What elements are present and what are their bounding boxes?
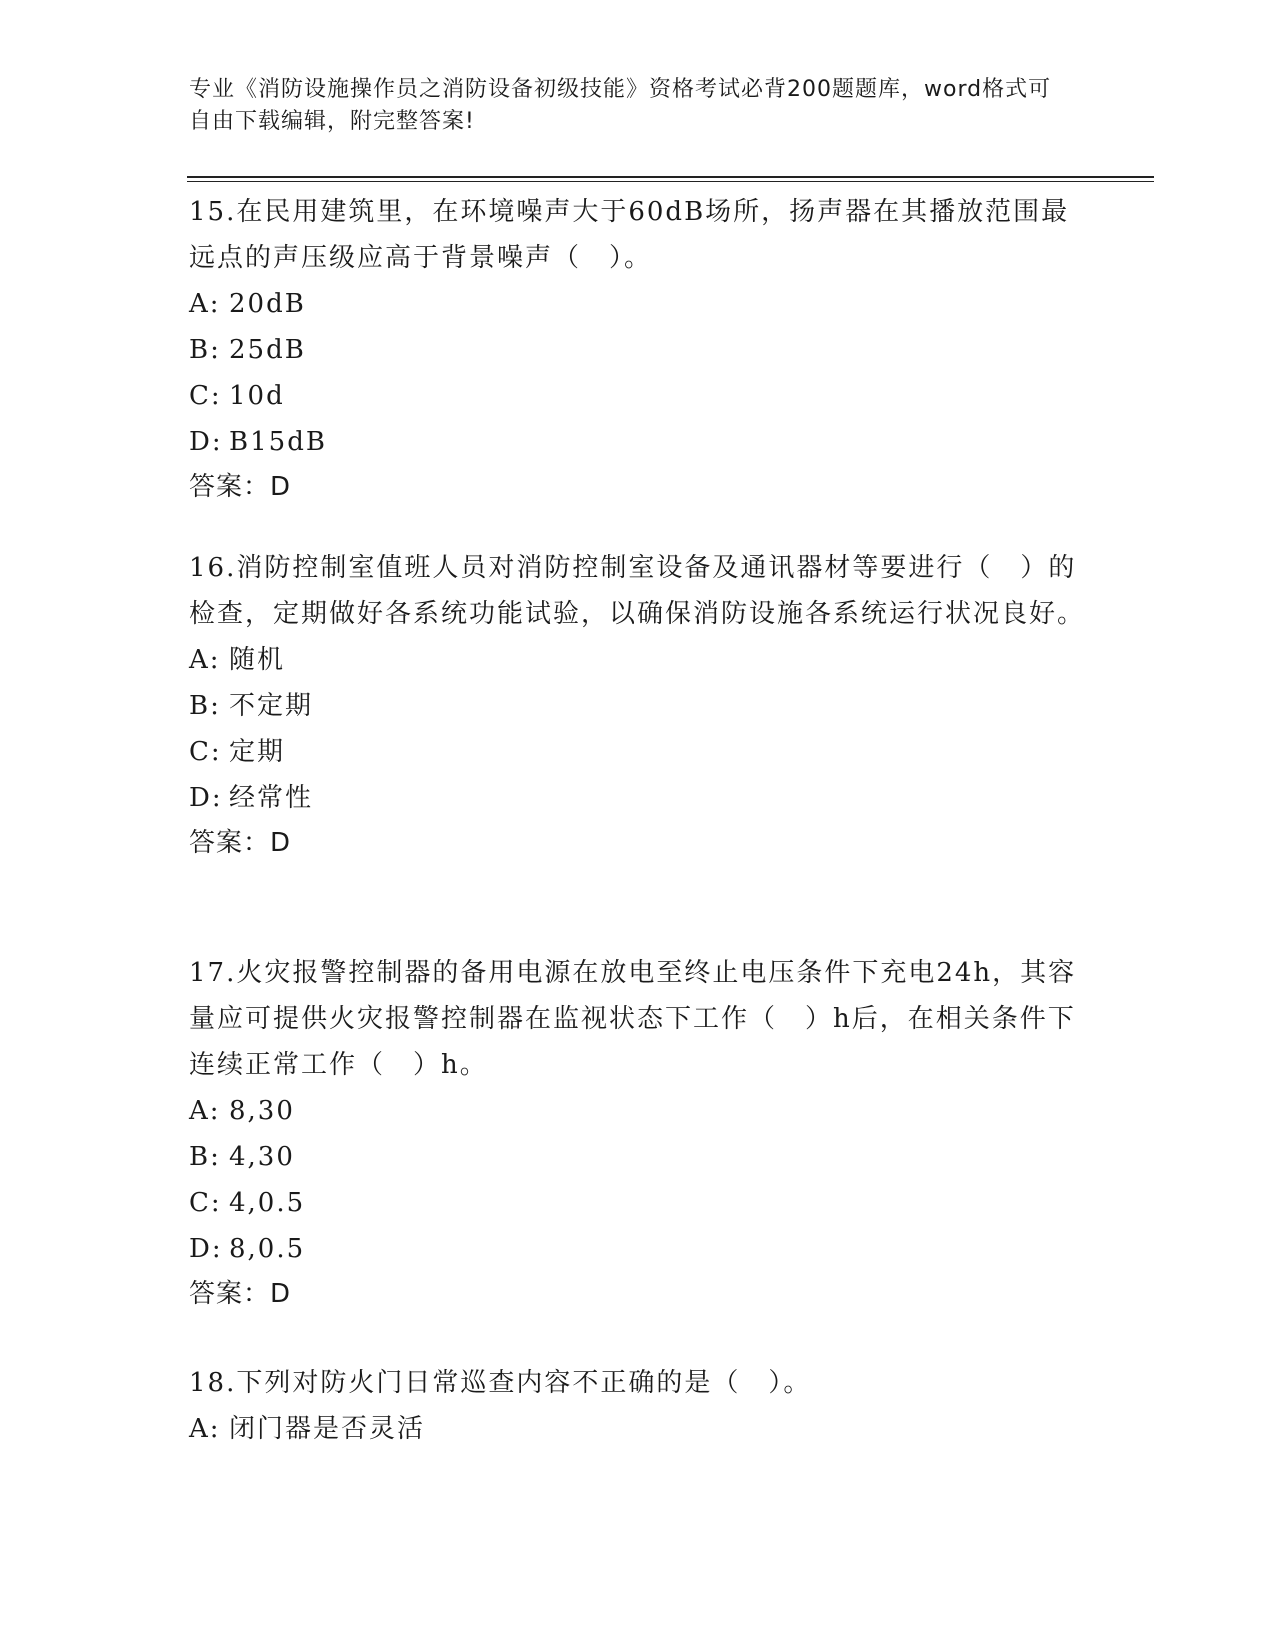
option-text: 4,30	[229, 1142, 295, 1172]
answer-line: 答案：D	[189, 472, 292, 502]
option-letter: A:	[189, 1414, 221, 1444]
option-text: 经常性	[229, 783, 314, 813]
question-16	[189, 545, 1089, 865]
option-a	[189, 1088, 1089, 1134]
answer-line: 答案：D	[189, 1279, 292, 1309]
option-text: 8,0.5	[229, 1234, 306, 1264]
option-letter: D:	[189, 427, 223, 457]
option-text: 8,30	[229, 1096, 295, 1126]
option-text: B15dB	[229, 427, 327, 457]
option-a	[189, 637, 1089, 683]
question-text: 16.消防控制室值班人员对消防控制室设备及通讯器材等要进行（ ）的检查，定期做好各系统功能试验，以确保消防设施各系统运行状况良好。	[189, 553, 1086, 629]
option-c	[189, 373, 1089, 419]
option-d	[189, 419, 1089, 465]
option-letter: B:	[189, 335, 221, 365]
option-text: 不定期	[229, 691, 314, 721]
question-text: 18.下列对防火门日常巡查内容不正确的是（ ）。	[189, 1368, 812, 1398]
option-text: 随机	[229, 645, 286, 675]
option-b	[189, 1134, 1089, 1180]
option-a	[189, 1406, 1089, 1452]
option-text: 定期	[229, 737, 286, 767]
question-text: 15.在民用建筑里，在环境噪声大于60dB场所，扬声器在其播放范围最远点的声压级应高于背景噪声（ ）。	[189, 197, 1070, 273]
question-text: 17.火灾报警控制器的备用电源在放电至终止电压条件下充电24h，其容量应可提供火灾报警控制器在监视状态下工作（ ）h后，在相关条件下连续正常工作（ ）h。	[189, 958, 1077, 1080]
question-15	[189, 189, 1089, 509]
option-letter: D:	[189, 783, 223, 813]
option-a	[189, 281, 1089, 327]
option-letter: B:	[189, 691, 221, 721]
option-c	[189, 729, 1089, 775]
question-17	[189, 950, 1089, 1316]
option-letter: C:	[189, 737, 222, 767]
option-text: 20dB	[229, 289, 306, 319]
header-divider	[187, 176, 1154, 178]
option-text: 25dB	[229, 335, 306, 365]
header-divider-thin	[187, 181, 1154, 182]
option-c	[189, 1180, 1089, 1226]
option-letter: B:	[189, 1142, 221, 1172]
option-text: 4,0.5	[229, 1188, 306, 1218]
option-text: 闭门器是否灵活	[229, 1414, 426, 1444]
document-header: 专业《消防设施操作员之消防设备初级技能》资格考试必背200题题库，word格式可自由下载编辑，附完整答案!	[189, 77, 1052, 134]
option-letter: D:	[189, 1234, 223, 1264]
option-text: 10d	[229, 381, 285, 411]
option-letter: C:	[189, 381, 222, 411]
question-18	[189, 1360, 1089, 1452]
option-d	[189, 1226, 1089, 1272]
option-letter: A:	[189, 289, 221, 319]
option-d	[189, 775, 1089, 821]
option-letter: C:	[189, 1188, 222, 1218]
option-letter: A:	[189, 1096, 221, 1126]
answer-line: 答案：D	[189, 828, 292, 858]
option-letter: A:	[189, 645, 221, 675]
option-b	[189, 327, 1089, 373]
option-b	[189, 683, 1089, 729]
